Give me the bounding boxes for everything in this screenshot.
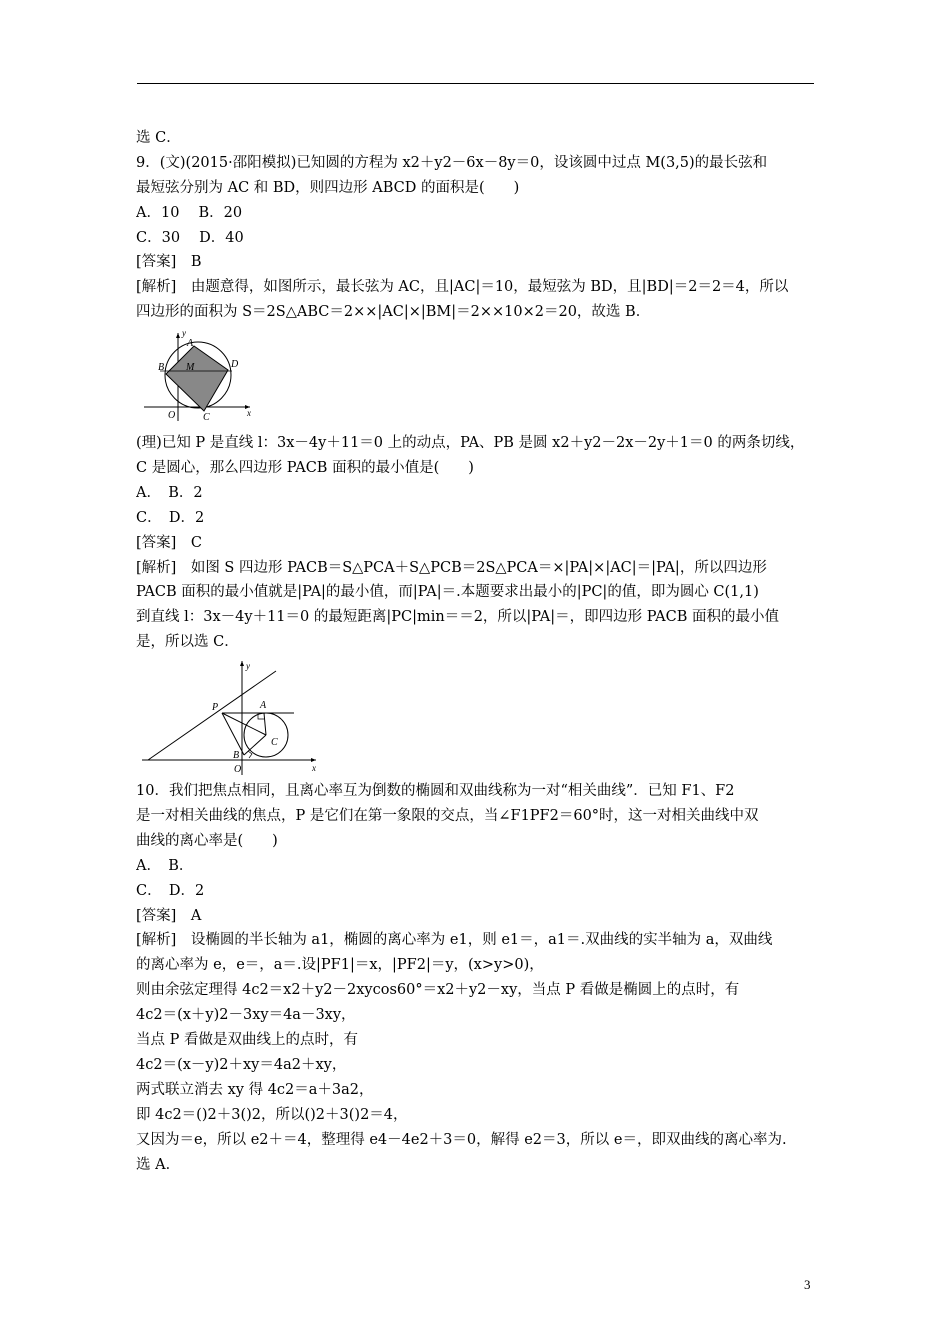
point-label-a: A <box>260 700 267 712</box>
text-line: 4c2＝(x＋y)2－3xy＝4a－3xy， <box>136 1007 356 1024</box>
text-line: (理)已知 P 是直线 l：3x－4y＋11＝0 上的动点，PA、PB 是圆 x2＋y2－2x－2y＋1＝0 的两条切线， <box>136 435 805 452</box>
point-label-m: M <box>186 362 195 374</box>
text-line: 两式联立消去 xy 得 4c2＝a＋3a2， <box>136 1081 374 1098</box>
text-line: 到直线 l：3x－4y＋11＝0 的最短距离|PC|min＝＝2，所以|PA|＝，即四边形 PACB 面积的最小值 <box>136 609 779 626</box>
point-label-b: B <box>233 750 240 762</box>
axis-label-x: x <box>247 408 251 419</box>
page-content <box>136 126 820 1177</box>
text-line: 10．我们把焦点相同，且离心率互为倒数的椭圆和双曲线称为一对“相关曲线”．已知 F1、F2 <box>136 783 735 800</box>
text-line: [解析] 设椭圆的半长轴为 a1，椭圆的离心率为 e1，则 e1＝，a1＝.双曲线的实半轴为 a，双曲线 <box>136 932 773 949</box>
text-line: 则由余弦定理得 4c2＝x2＋y2－2xycos60°＝x2＋y2－xy，当点 P 看做是椭圆上的点时，有 <box>136 982 740 999</box>
header-rule <box>137 83 814 84</box>
text-line: [答案] A <box>136 907 202 924</box>
text-block-1 <box>136 126 820 325</box>
text-line: A． B． <box>136 857 194 874</box>
point-label-b: B <box>158 362 165 374</box>
point-label-d: D <box>231 359 239 371</box>
text-line: C． D．2 <box>136 882 205 899</box>
text-line: 又因为＝e，所以 e2＋＝4，整理得 e4－4e2＋3＝0，解得 e2＝3，所以 e＝，即双曲线的离心率为. <box>136 1131 787 1148</box>
text-line: 选 C． <box>136 130 181 146</box>
text-line: 4c2＝(x－y)2＋xy＝4a2＋xy， <box>136 1056 347 1073</box>
text-line: A． B．2 <box>136 484 203 501</box>
text-line: 的离心率为 e，e＝，a＝.设|PF1|＝x，|PF2|＝y，(x>y>0)， <box>136 957 544 974</box>
point-label-c: C <box>203 412 210 424</box>
text-line: 选 A． <box>136 1156 181 1173</box>
text-line: [解析] 如图 S 四边形 PACB＝S△PCA＋S△PCB＝2S△PCA＝×|PA|×|AC|＝|PA|，所以四边形 <box>136 559 767 576</box>
text-line: [答案] B <box>136 254 202 271</box>
text-line: 是一对相关曲线的焦点，P 是它们在第一象限的交点，当∠F1PF2＝60°时，这一对相关曲线中双 <box>136 808 759 825</box>
text-line: 最短弦分别为 AC 和 BD，则四边形 ABCD 的面积是( ) <box>136 179 520 196</box>
text-line: 即 4c2＝()2＋3()2，所以()2＋3()2＝4， <box>136 1106 408 1123</box>
text-line: 9．(文)(2015·邵阳模拟)已知圆的方程为 x2＋y2－6x－8y＝0，设该圆中过点 M(3,5)的最长弦和 <box>136 154 768 171</box>
text-line: [答案] C <box>136 534 202 551</box>
origin-label-o: O <box>234 764 242 776</box>
text-line: 当点 P 看做是双曲线上的点时，有 <box>136 1032 358 1049</box>
text-line: 是，所以选 C． <box>136 634 239 651</box>
text-block-3 <box>136 779 820 1177</box>
axis-label-x: x <box>312 763 316 774</box>
text-line: A．10 B．20 <box>136 204 243 221</box>
text-line: [解析] 由题意得，如图所示，最长弦为 AC，且|AC|＝10，最短弦为 BD，且|BD|＝2＝2＝4，所以 <box>136 279 789 296</box>
point-label-a: A <box>187 338 194 350</box>
figure-tangent-lines <box>140 659 322 777</box>
text-line: 四边形的面积为 S＝2S△ABC＝2××|AC|×|BM|＝2××10×2＝20，故选 B． <box>136 304 651 321</box>
page-number: 3 <box>804 1277 811 1292</box>
text-line: PACB 面积的最小值就是|PA|的最小值，而|PA|＝.本题要求出最小的|PC|的值，即为圆心 C(1,1) <box>136 584 759 601</box>
point-label-c: C <box>271 737 278 749</box>
text-block-2 <box>136 431 820 655</box>
axis-label-y: y <box>182 331 186 339</box>
point-label-p: P <box>212 702 219 714</box>
text-line: C．30 D．40 <box>136 229 244 246</box>
axis-label-y: y <box>246 661 250 672</box>
origin-label-o: O <box>168 410 176 422</box>
text-line: 曲线的离心率是( ) <box>136 832 278 849</box>
text-line: C 是圆心，那么四边形 PACB 面积的最小值是( ) <box>136 460 474 477</box>
figure-circle-quadrilateral <box>140 331 260 423</box>
text-line: C． D．2 <box>136 509 205 526</box>
